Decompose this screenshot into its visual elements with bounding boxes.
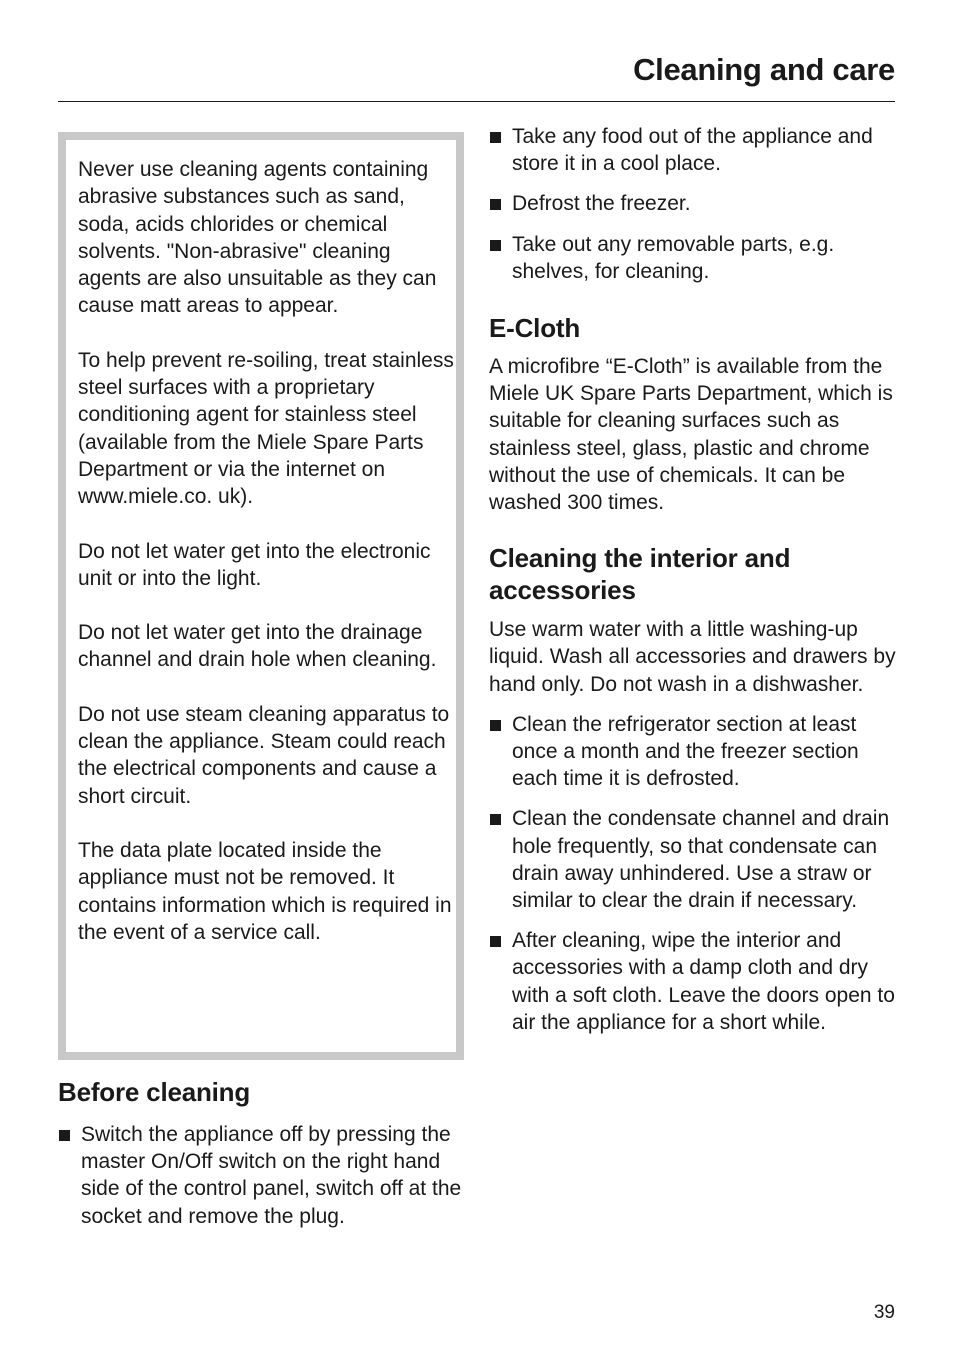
- warning-paragraph: The data plate located inside the appliance must not be removed. It contains information which is required in the event of a service call.: [78, 838, 452, 944]
- e-cloth-heading: E-Cloth: [489, 313, 581, 344]
- interior-text: Use warm water with a little washing-up liquid. Wash all accessories and drawers by hand only. Do not wash in a dishwasher.: [489, 618, 896, 696]
- list-item: Clean the condensate channel and drain hole frequently, so that condensate can drain away unhindered. Use a straw or similar to clear the drain if necessary.: [489, 805, 897, 914]
- before-cleaning-heading: Before cleaning: [58, 1077, 251, 1107]
- warning-paragraph: Do not use steam cleaning apparatus to clean the appliance. Steam could reach the electrical components and cause a short circuit.: [78, 702, 450, 808]
- list-item: Defrost the freezer.: [489, 190, 897, 217]
- page-title: Cleaning and care: [633, 52, 895, 87]
- warning-paragraph: To help prevent re-soiling, treat stainless steel surfaces with a proprietary conditioning agent for stainless steel (available from the Miele Spare Parts Department or via the internet on www.miele.co. uk).: [78, 348, 454, 509]
- e-cloth-text: A microfibre “E-Cloth” is available from the Miele UK Spare Parts Department, which is suitable for cleaning surfaces such as stainless steel, glass, plastic and chrome without the use of chemicals. It can be washed 300 times.: [489, 355, 893, 515]
- list-item: After cleaning, wipe the interior and accessories with a damp cloth and dry with a soft cloth. Leave the doors open to air the appliance for a short while.: [489, 927, 897, 1036]
- warning-paragraph: Never use cleaning agents containing abrasive substances such as sand, soda, acids chlorides or chemical solvents. "Non-abrasive" cleaning agents are also unsuitable as they can cause matt areas to appear.: [78, 158, 437, 318]
- page-number: 39: [873, 1302, 895, 1323]
- list-item: Clean the refrigerator section at least once a month and the freezer section each time it is defrosted.: [489, 711, 897, 793]
- before-cleaning-list-continued: [489, 123, 897, 285]
- warning-paragraph: Do not let water get into the drainage channel and drain hole when cleaning.: [78, 621, 437, 672]
- warning-paragraph: Do not let water get into the electronic unit or into the light.: [78, 539, 431, 590]
- left-column: [58, 1076, 464, 1243]
- list-item: Take any food out of the appliance and store it in a cool place.: [489, 123, 897, 177]
- warning-box: [58, 132, 464, 1060]
- interior-heading: Cleaning the interior and accessories: [489, 543, 791, 606]
- interior-list: [489, 711, 897, 1036]
- header-divider: [58, 101, 895, 102]
- list-item: Take out any removable parts, e.g. shelves, for cleaning.: [489, 231, 897, 285]
- before-cleaning-list: [58, 1121, 464, 1230]
- list-item: Switch the appliance off by pressing the master On/Off switch on the right hand side of the control panel, switch off at the socket and remove the plug.: [58, 1121, 464, 1230]
- right-column: [489, 123, 897, 1049]
